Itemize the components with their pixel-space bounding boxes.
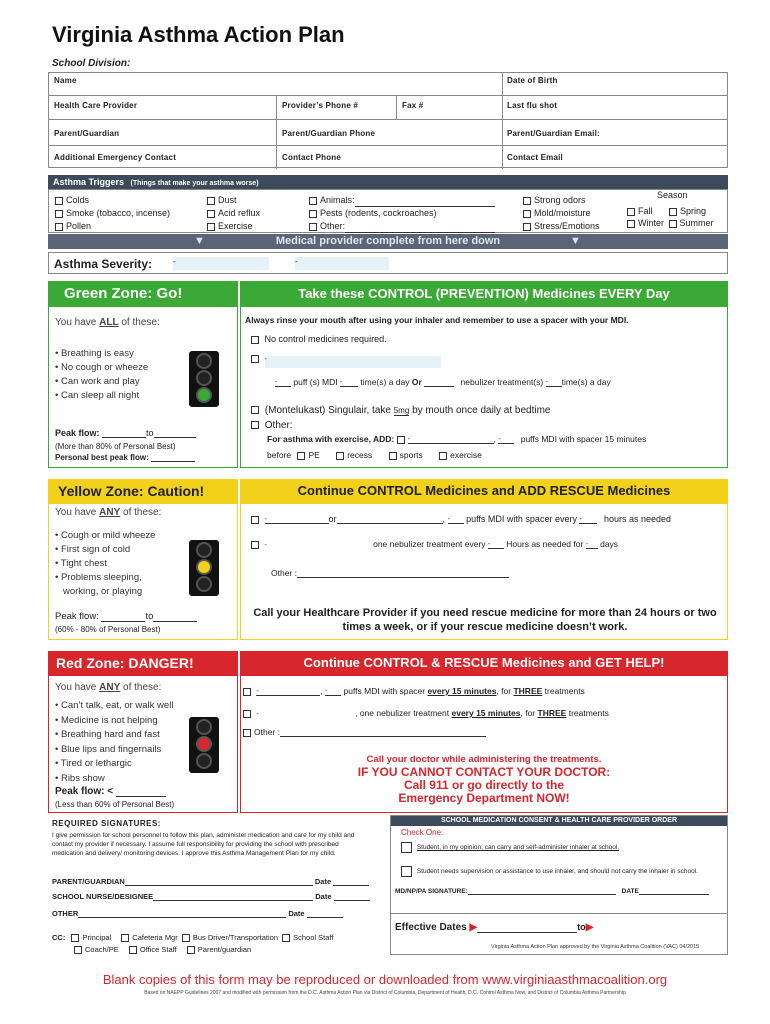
- text: , one nebulizer treatment: [355, 708, 450, 718]
- season-label: Season: [657, 190, 688, 200]
- checkbox[interactable]: [187, 946, 195, 954]
- checkbox[interactable]: [669, 208, 677, 216]
- text: -: [256, 688, 320, 696]
- text: ALL: [99, 317, 119, 328]
- text: ,: [320, 686, 323, 696]
- text: Or: [411, 377, 422, 387]
- season-winter[interactable]: Winter: [627, 218, 664, 228]
- green-zone-left: [48, 306, 238, 468]
- fax-label: Fax #: [402, 101, 424, 110]
- text: of these:: [118, 317, 160, 328]
- trigger-pollen[interactable]: Pollen: [55, 220, 170, 233]
- text: every 15 minutes: [427, 686, 497, 696]
- text: -: [325, 688, 341, 696]
- checkbox[interactable]: [627, 208, 635, 216]
- consent-section: [390, 815, 728, 955]
- cannot-contact-notice: IF YOU CANNOT CONTACT YOUR DOCTOR:: [357, 765, 611, 779]
- text: of these:: [120, 507, 162, 518]
- checkbox[interactable]: [282, 934, 290, 942]
- text: School Staff: [293, 933, 334, 942]
- cc-school-staff[interactable]: [282, 933, 333, 942]
- text: -: [488, 541, 504, 549]
- text: before: [267, 450, 292, 460]
- text: PARENT/GUARDIAN: [52, 877, 125, 886]
- symptom: • Tight chest: [55, 558, 107, 569]
- season-spring[interactable]: Spring: [669, 206, 706, 216]
- signatures-section: [52, 816, 382, 956]
- yellow-rescue-line-1[interactable]: [251, 514, 671, 524]
- text: THREE: [537, 708, 567, 718]
- text: exercise: [450, 450, 482, 460]
- checkbox[interactable]: [121, 934, 129, 942]
- triggers-title: Asthma Triggers: [53, 177, 125, 187]
- text: -: [448, 516, 464, 524]
- hcp-phone-label: Provider’s Phone #: [282, 101, 359, 110]
- symptom: working, or playing: [63, 586, 143, 597]
- checkbox[interactable]: [309, 197, 317, 205]
- triangle-down-icon: ▼: [570, 235, 581, 247]
- symptom: • Medicine is not helping: [55, 714, 158, 726]
- checkbox[interactable]: [55, 210, 63, 218]
- text: or: [328, 514, 337, 524]
- text: Date: [288, 909, 305, 918]
- arrow-right-icon: ▶: [585, 922, 594, 933]
- text: -: [408, 436, 494, 444]
- puff-line: [275, 377, 611, 387]
- cc-cafeteria[interactable]: [121, 933, 177, 942]
- exercise-line: For asthma with exercise, ADD: - , - puffs MDI with spacer 15 minutes: [267, 434, 647, 444]
- text: for: [573, 539, 584, 549]
- red-rescue-line-1[interactable]: [243, 686, 585, 696]
- page-title: Virginia Asthma Action Plan: [52, 22, 345, 47]
- red-zone-left: [48, 675, 238, 813]
- cc-coach[interactable]: [74, 945, 119, 954]
- checkbox[interactable]: [309, 223, 317, 231]
- peak-flow-label: Peak flow: <: [55, 786, 114, 797]
- text: -: [265, 516, 329, 524]
- text: , for: [496, 686, 512, 696]
- call-911-notice: Call 911 or go directly to the: [403, 778, 565, 792]
- text: every 15 minutes: [451, 708, 521, 718]
- text: recess: [347, 450, 373, 460]
- trigger-acid-reflux[interactable]: Acid reflux: [207, 207, 260, 220]
- text: Cafeteria Mgr: [132, 933, 178, 942]
- checkbox[interactable]: [55, 197, 63, 205]
- contact-phone-label: Contact Phone: [282, 153, 342, 162]
- traffic-light-red-icon: [189, 717, 219, 773]
- call-provider-notice: Call your Healthcare Provider if you need rescue medicine for more than 24 hours or two times a week, or if your rescue medicine doesn’t work.: [253, 607, 717, 633]
- signatures-header: REQUIRED SIGNATURES:: [52, 819, 161, 828]
- red-symptoms: [55, 699, 173, 786]
- text: (Montelukast) Singulair, take: [264, 405, 391, 416]
- text: sports: [399, 450, 423, 460]
- checkbox[interactable]: [129, 946, 137, 954]
- before-options: [267, 450, 482, 460]
- red-zone-header: Continue CONTROL & RESCUE Medicines and GET HELP!: [240, 651, 728, 675]
- cc-office[interactable]: [129, 945, 177, 954]
- text: -: [498, 436, 514, 444]
- text: Other:: [264, 420, 293, 431]
- symptom: • Ribs show: [55, 772, 105, 784]
- hcp-label: Health Care Provider: [54, 101, 138, 110]
- text: ANY: [99, 682, 121, 693]
- traffic-light-yellow-icon: [189, 540, 219, 596]
- cc-list: [52, 932, 333, 956]
- symptom: • Can work and play: [55, 376, 140, 387]
- nurse-signature[interactable]: [52, 892, 370, 901]
- text: -: [265, 356, 441, 368]
- checkbox[interactable]: [251, 355, 259, 363]
- text: MD/NP/PA SIGNATURE:: [395, 888, 468, 895]
- text: puffs MDI with spacer 15 minutes: [520, 434, 647, 444]
- yellow-zone-title: Yellow Zone: Caution!: [48, 479, 238, 503]
- montelukast-option[interactable]: [251, 405, 551, 416]
- yellow-rescue-line-2[interactable]: [251, 539, 618, 549]
- triggers-panel: [48, 189, 728, 233]
- peak-flow-label: Peak flow:: [55, 611, 99, 622]
- text: Principal: [82, 933, 112, 942]
- trigger-smoke[interactable]: Smoke (tobacco, incense): [55, 207, 170, 220]
- checkbox[interactable]: [243, 729, 251, 737]
- trigger-pests[interactable]: Pests (rodents, cockroaches): [309, 207, 495, 220]
- checkbox[interactable]: [207, 210, 215, 218]
- peak-flow-range: (More than 80% of Personal Best): [55, 442, 176, 451]
- consent-option-carry[interactable]: [401, 842, 619, 853]
- checkbox[interactable]: [251, 406, 259, 414]
- school-division-label: School Division:: [52, 58, 131, 69]
- checkbox[interactable]: [439, 452, 447, 460]
- checkbox[interactable]: [182, 934, 190, 942]
- text: You have: [55, 317, 100, 328]
- text: -: [340, 379, 358, 387]
- symptom: • First sign of cold: [55, 544, 131, 555]
- symptom: • Can sleep all night: [55, 390, 140, 401]
- checkbox[interactable]: [251, 421, 259, 429]
- text: -: [586, 541, 598, 549]
- season-summer[interactable]: Summer: [669, 218, 714, 228]
- contact-email-label: Contact Email: [507, 153, 563, 162]
- text: time(s) a day: [360, 377, 410, 387]
- checkbox[interactable]: [207, 197, 215, 205]
- peak-flow-label: Peak flow:: [55, 428, 100, 438]
- consent-header: SCHOOL MEDICATION CONSENT & HEALTH CARE PROVIDER ORDER: [391, 816, 727, 826]
- text: PE: [308, 450, 320, 460]
- checkbox[interactable]: [71, 934, 79, 942]
- provider-signature[interactable]: [395, 888, 709, 895]
- text: hours as needed: [603, 514, 672, 524]
- other-option[interactable]: [251, 420, 293, 431]
- text: ANY: [99, 507, 121, 518]
- parent-signature[interactable]: [52, 877, 369, 886]
- checkbox[interactable]: [251, 336, 259, 344]
- checkbox[interactable]: [251, 516, 259, 524]
- parent-email-label: Parent/Guardian Email:: [507, 129, 600, 138]
- text: Bus Driver/Transportation: [192, 933, 278, 942]
- symptom: • Breathing hard and fast: [55, 729, 160, 740]
- footer-attribution: Based on NAEPP Guidelines 2007 and modified with permission from the D.C. Asthma Action Plan via District of Columbia, Department of Health, D.C. Control Asthma Now, and District of Columbia Asthma Partnership: [144, 990, 626, 996]
- name-label: Name: [54, 76, 77, 85]
- consent-option-supervise[interactable]: [401, 866, 731, 877]
- text: Other :: [254, 727, 280, 737]
- footer-reproduce-notice: Blank copies of this form may be reproduced or downloaded from www.virginiaasthmacoalition.org: [102, 972, 668, 987]
- yellow-zone-right: [240, 503, 728, 640]
- triggers-header: [48, 175, 728, 189]
- severity-field-2[interactable]: -: [295, 257, 389, 270]
- checkbox[interactable]: [523, 210, 531, 218]
- text: -: [264, 542, 267, 549]
- green-symptoms: [55, 347, 148, 403]
- permission-text: I give permission for school personnel to follow this plan, administer medication and care for my child and contact my provider if necessary. I assume full responsibility for providing the school with prescribed medication and delivery/ monitoring devices. I approve this Asthma Management Plan for my child.: [52, 832, 355, 857]
- approval-note: Virginia Asthma Action Plan approved by the Virginia Asthma Coalition (VAC) 04/2015: [491, 944, 700, 950]
- text: OTHER: [52, 909, 79, 918]
- red-zone-right: [240, 675, 728, 813]
- effective-dates[interactable]: [395, 922, 593, 933]
- provider-bar: [48, 234, 728, 249]
- text: DATE: [621, 888, 639, 895]
- text: Other :: [271, 568, 297, 578]
- text: THREE: [513, 686, 543, 696]
- trigger-colds[interactable]: Colds: [55, 194, 170, 207]
- text: -: [275, 379, 291, 387]
- checkbox[interactable]: [397, 436, 405, 444]
- checkbox[interactable]: [309, 210, 317, 218]
- before-exercise[interactable]: [439, 450, 482, 460]
- text: of these:: [120, 682, 162, 693]
- trigger-other[interactable]: Other:: [309, 220, 495, 233]
- checkbox[interactable]: [243, 710, 251, 718]
- check-one-label: Check One:: [401, 828, 444, 837]
- text: puffs MDI with spacer every: [466, 514, 577, 524]
- text: one nebulizer treatment every: [373, 539, 486, 549]
- severity-row: [48, 252, 728, 274]
- symptom: • No cough or wheeze: [55, 362, 149, 373]
- text: , for: [520, 708, 536, 718]
- text: treatments: [568, 708, 609, 718]
- text: For asthma with exercise, ADD:: [267, 434, 395, 444]
- checkbox[interactable]: [669, 220, 677, 228]
- text: -: [256, 711, 259, 718]
- dose-value: 5mg: [393, 406, 410, 415]
- cc-parent[interactable]: [187, 945, 251, 954]
- text: puff (s) MDI: [293, 377, 338, 387]
- text: You have: [55, 682, 100, 693]
- trigger-stress[interactable]: Stress/Emotions: [523, 220, 600, 233]
- no-control-option[interactable]: [251, 334, 387, 344]
- provider-bar-text: Medical provider complete from here down: [275, 235, 501, 247]
- traffic-light-green-icon: [189, 351, 219, 407]
- text: days: [600, 539, 619, 549]
- yellow-zone-header: Continue CONTROL Medicines and ADD RESCUE Medicines: [240, 479, 728, 503]
- symptom: • Can’t talk, eat, or walk well: [55, 700, 174, 711]
- trigger-exercise[interactable]: Exercise: [207, 220, 260, 233]
- season-fall[interactable]: Fall: [627, 206, 653, 216]
- other-signature[interactable]: [52, 909, 343, 918]
- text: Date: [315, 892, 332, 901]
- peak-flow-range: (60% - 80% of Personal Best): [55, 625, 161, 634]
- yellow-symptoms: [55, 529, 156, 599]
- checkbox[interactable]: [401, 842, 412, 853]
- text: SCHOOL NURSE/DESIGNEE: [52, 892, 154, 901]
- checkbox[interactable]: [389, 452, 397, 460]
- emergency-dept-notice: Emergency Department NOW!: [398, 791, 570, 805]
- flu-label: Last flu shot: [507, 101, 558, 110]
- rinse-instruction: Always rinse your mouth after using your inhaler and remember to use a spacer with your MDI.: [245, 315, 629, 325]
- checkbox[interactable]: [55, 223, 63, 231]
- text: to: [145, 611, 154, 622]
- text: Parent/guardian: [197, 945, 252, 954]
- control-med-field[interactable]: [251, 353, 441, 368]
- red-other[interactable]: [243, 727, 486, 737]
- symptom: • Breathing is easy: [55, 348, 134, 359]
- peak-flow-range: (Less than 60% of Personal Best): [55, 800, 175, 809]
- text: Effective Dates: [395, 922, 467, 933]
- text: puffs MDI with spacer: [343, 686, 426, 696]
- checkbox[interactable]: [251, 541, 259, 549]
- red-zone-title: Red Zone: DANGER!: [48, 651, 238, 675]
- personal-best-label: Personal best peak flow:: [55, 453, 149, 462]
- text: Student, in my opinion, can carry and self-administer inhaler at school.: [416, 844, 620, 852]
- patient-info-table: [48, 72, 728, 168]
- checkbox[interactable]: [401, 866, 412, 877]
- parent-phone-label: Parent/Guardian Phone: [282, 129, 376, 138]
- yellow-other[interactable]: [271, 568, 509, 578]
- emergency-label: Additional Emergency Contact: [54, 153, 177, 162]
- checkbox[interactable]: [297, 452, 305, 460]
- checkbox[interactable]: [523, 197, 531, 205]
- green-zone-title: Green Zone: Go!: [48, 281, 238, 306]
- text: -: [579, 516, 597, 524]
- text: ,: [442, 514, 446, 524]
- checkbox[interactable]: [523, 223, 531, 231]
- text: Student needs supervision or assistance to use inhaler, and should not carry the inhaler in school.: [416, 868, 698, 876]
- text: Office Staff: [139, 945, 177, 954]
- text: time(s) a day: [561, 377, 611, 387]
- trigger-mold[interactable]: Mold/moisture: [523, 207, 600, 220]
- cc-principal[interactable]: [71, 933, 111, 942]
- text: to: [146, 428, 154, 438]
- before-sports[interactable]: [389, 450, 423, 460]
- text: nebulizer treatment(s): [460, 377, 544, 387]
- yellow-zone-left: [48, 503, 238, 640]
- checkbox[interactable]: [207, 223, 215, 231]
- symptom: • Blue lips and fingernails: [55, 743, 162, 755]
- call-doctor-notice: Call your doctor while administering the treatments.: [366, 754, 602, 765]
- trigger-animals[interactable]: Animals:: [309, 194, 495, 207]
- checkbox[interactable]: [243, 688, 251, 696]
- trigger-strong-odors[interactable]: Strong odors: [523, 194, 600, 207]
- parent-label: Parent/Guardian: [54, 129, 120, 138]
- before-pe[interactable]: [297, 450, 319, 460]
- checkbox[interactable]: [74, 946, 82, 954]
- text: Date: [314, 877, 332, 886]
- cc-bus[interactable]: [182, 933, 278, 942]
- text: to: [577, 922, 586, 932]
- trigger-dust[interactable]: Dust: [207, 194, 260, 207]
- red-rescue-line-2[interactable]: [243, 708, 609, 718]
- text: No control medicines required.: [264, 334, 387, 344]
- text: -: [546, 379, 562, 387]
- text: Hours as needed: [506, 539, 572, 549]
- checkbox[interactable]: [627, 220, 635, 228]
- symptom: • Cough or mild wheeze: [55, 530, 156, 541]
- text: treatments: [544, 686, 585, 696]
- triggers-subtitle: (Things that make your asthma worse): [130, 180, 259, 187]
- before-recess[interactable]: [336, 450, 372, 460]
- symptom: • Tired or lethargic: [55, 758, 132, 769]
- severity-label: Asthma Severity:: [54, 257, 153, 271]
- green-zone-header: Take these CONTROL (PREVENTION) Medicines EVERY Day: [240, 281, 728, 306]
- text: CC:: [52, 933, 66, 942]
- dob-label: Date of Birth: [507, 76, 558, 85]
- arrow-right-icon: ▶: [469, 922, 478, 933]
- symptom: • Problems sleeping,: [55, 572, 142, 583]
- severity-field-1[interactable]: -: [173, 257, 269, 270]
- triangle-down-icon: ▼: [194, 235, 205, 247]
- text: by mouth once daily at bedtime: [412, 405, 551, 416]
- green-zone-right: [240, 306, 728, 468]
- text: Coach/PE: [85, 945, 119, 954]
- text: You have: [55, 507, 100, 518]
- checkbox[interactable]: [336, 452, 344, 460]
